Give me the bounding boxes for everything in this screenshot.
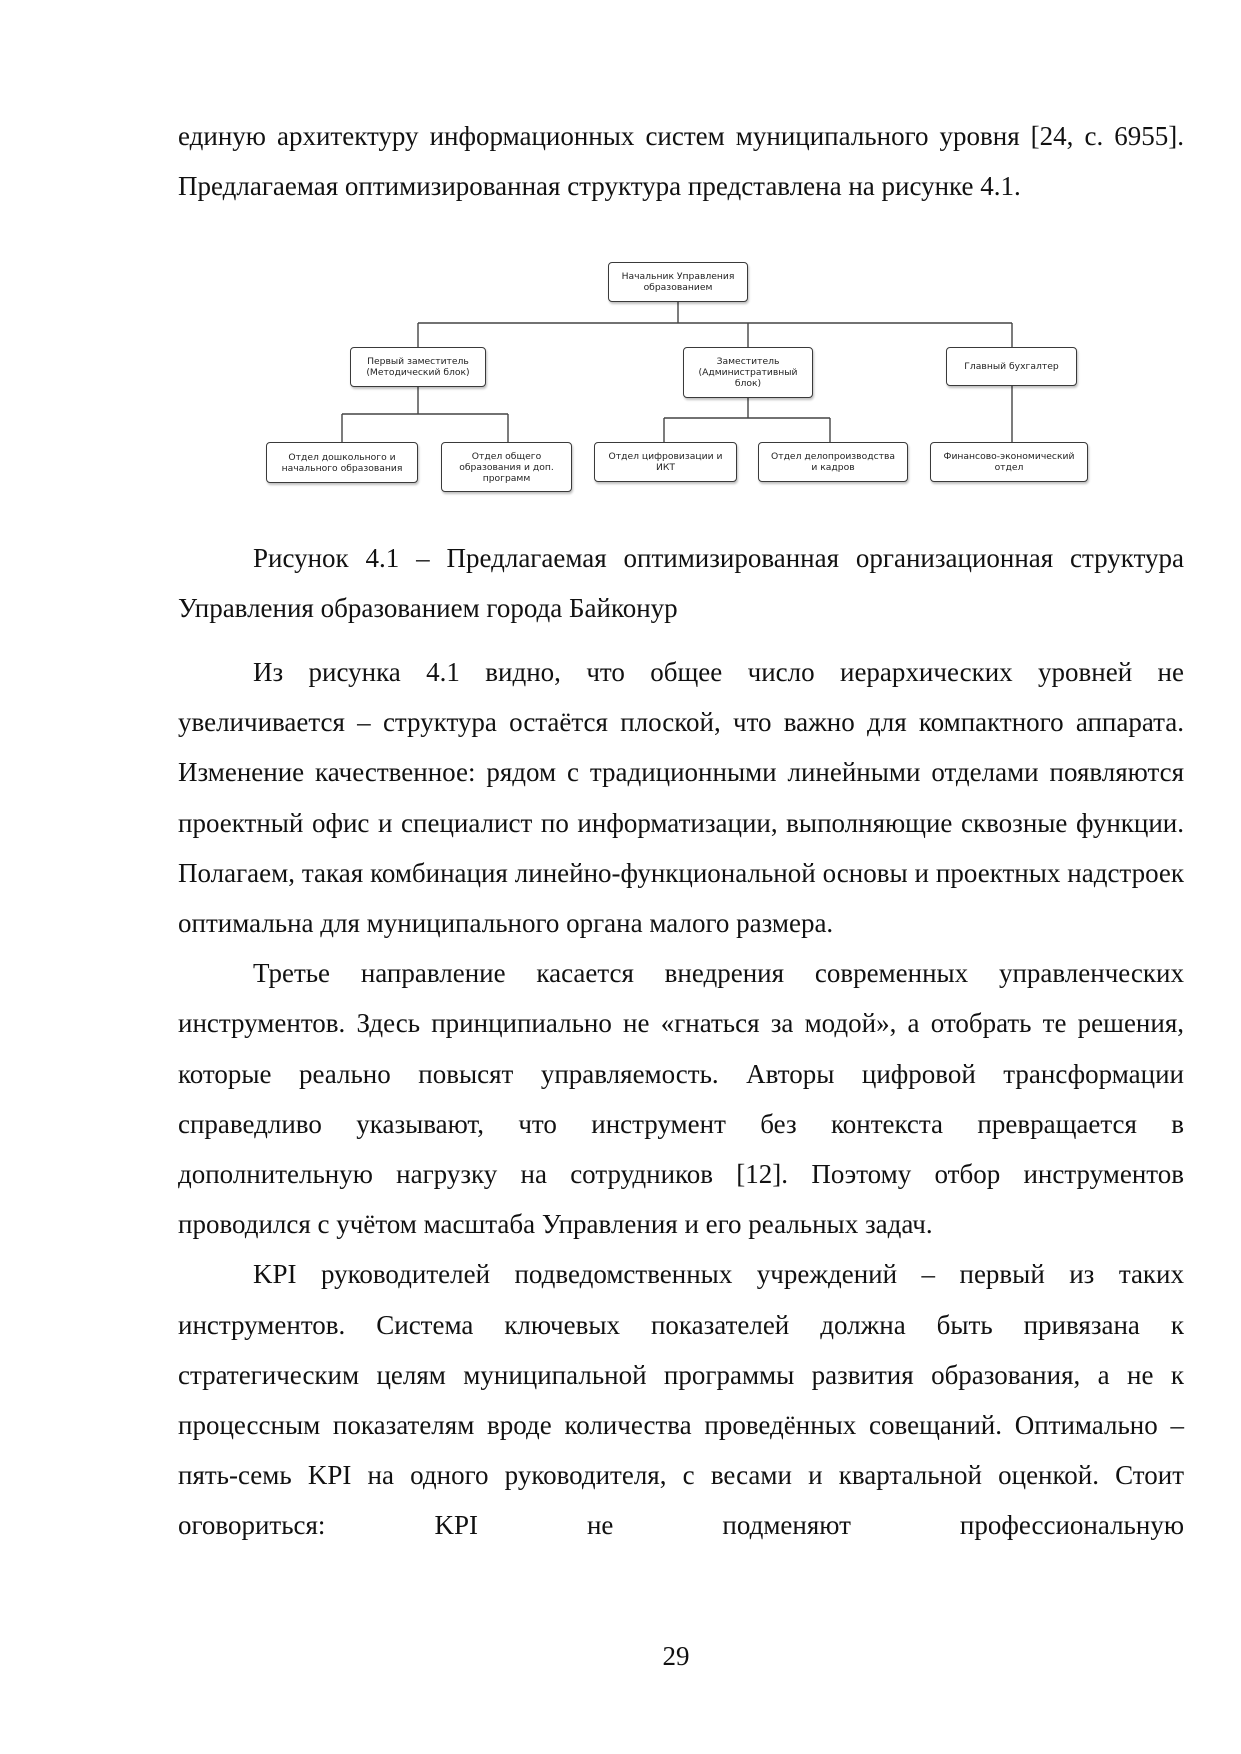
org-node-deputy: Заместитель (Административный блок) [683, 347, 813, 398]
org-node-chief-accountant: Главный бухгалтер [946, 347, 1077, 386]
org-node-dept-records: Отдел делопроизводства и кадров [758, 442, 908, 482]
body-paragraph-1: Из рисунка 4.1 видно, что общее число иерархических уровней не увеличивается – структура остаётся плоской, что важно для компактного аппарата. Изменение качественное: рядом с традиционными линейными отделами появляются проектный офис и специалист по информатизации, выполняющие сквозные функции. Полагаем, такая комбинация линейно-функциональной основы и проектных надстроек оптимальна для муниципального органа малого размера. [178, 657, 1184, 939]
org-chart-figure [264, 258, 1086, 498]
figure-caption-block [178, 533, 1184, 633]
body-paragraph-2: Третье направление касается внедрения современных управленческих инструментов. Здесь принципиально не «гнаться за модой», а отобрать те решения, которые реально повысят управляемость. Авторы цифровой трансформации справедливо указывают, что инструмент без контекста превращается в дополнительную нагрузку на сотрудников [12]. Поэтому отбор инструментов проводился с учётом масштаба Управления и его реальных задач. [178, 958, 1184, 1240]
org-node-dept-preschool: Отдел дошкольного и начального образования [266, 442, 418, 483]
org-node-dept-digital: Отдел цифровизации и ИКТ [594, 442, 737, 482]
org-node-head: Начальник Управления образованием [608, 262, 748, 302]
intro-paragraph: единую архитектуру информационных систем муниципального уровня [24, с. 6955]. Предлагаемая оптимизированная структура представлена на рисунке 4.1. [178, 121, 1184, 202]
org-node-dept-general: Отдел общего образования и доп. программ [441, 442, 572, 492]
body-text [178, 647, 1184, 1551]
figure-caption: Рисунок 4.1 – Предлагаемая оптимизированная организационная структура Управления образованием города Байконур [178, 543, 1184, 624]
org-node-first-deputy: Первый заместитель (Методический блок) [350, 347, 486, 387]
body-paragraph-3: KPI руководителей подведомственных учреждений – первый из таких инструментов. Система ключевых показателей должна быть привязана к стратегическим целям муниципальной программы развития образования, а не к процессным показателям вроде количества проведённых совещаний. Оптимально – пять-семь KPI на одного руководителя, с весами и квартальной оценкой. Стоит оговориться: KPI не подменяют профессиональную [178, 1259, 1184, 1541]
org-node-dept-finance: Финансово-экономический отдел [930, 442, 1088, 482]
page-number: 29 [662, 1641, 690, 1671]
intro-text [178, 111, 1184, 211]
